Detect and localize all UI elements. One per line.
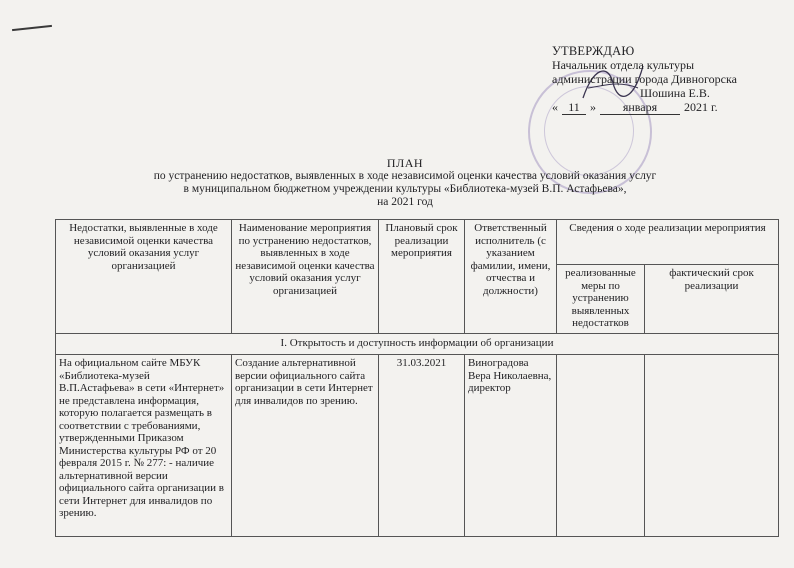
cell-actual-date <box>645 355 779 537</box>
approval-date <box>552 100 737 115</box>
date-quote-close: » <box>590 100 596 114</box>
approval-name: Шошина Е.В. <box>640 86 710 100</box>
plan-table <box>55 219 779 537</box>
heading-line2: в муниципальном бюджетном учреждении культуры «Библиотека-музей В.П. Астафьева», <box>183 183 627 195</box>
header-progress: Сведения о ходе реализации мероприятия <box>557 220 779 265</box>
table-row <box>56 355 779 537</box>
plan-title: ПЛАН <box>386 156 424 170</box>
heading-line3: на 2021 год <box>377 196 433 208</box>
header-deadline: Плановый срок реализации мероприятия <box>379 220 465 334</box>
cell-implemented <box>557 355 645 537</box>
header-deficiencies: Недостатки, выявленные в ходе независимой оценки качества условий оказания услуг организацией <box>56 220 232 334</box>
header-responsible: Ответственный исполнитель (с указанием фамилии, имени, отчества и должности) <box>465 220 557 334</box>
header-actual-date: фактический срок реализации <box>645 265 779 334</box>
date-year: 2021 г. <box>684 100 718 114</box>
scan-mark <box>12 25 52 31</box>
header-implemented: реализованные меры по устранению выявленных недостатков <box>557 265 645 334</box>
header-measure: Наименование мероприятия по устранению недостатков, выявленных в ходе независимой оценки качества условий оказания услуг организацией <box>232 220 379 334</box>
document-heading <box>60 157 750 209</box>
section-row <box>56 334 779 355</box>
cell-measure: Создание альтернативной версии официального сайта организации в сети Интернет для инвалидов по зрению. <box>232 355 379 537</box>
approval-position-line2: администрации города Дивногорска <box>552 72 737 86</box>
approval-position-line1: Начальник отдела культуры <box>552 58 695 72</box>
cell-deficiency: На официальном сайте МБУК «Библиотека-музей В.П.Астафьева» в сети «Интернет» не представлена информация, которую полагается размещать в соответствии с требованиями, утвержденными Приказом Министерства культуры РФ от 20 февраля 2015 г. № 277: - наличие альтернативной версии официального сайта организации в сети Интернет для инвалидов по зрению. <box>56 355 232 537</box>
date-day: 11 <box>562 100 586 115</box>
heading-line1: по устранению недостатков, выявленных в ходе независимой оценки качества условий оказания услуг <box>153 170 657 182</box>
date-quote-open: « <box>552 100 558 114</box>
cell-deadline: 31.03.2021 <box>379 355 465 537</box>
date-month: января <box>600 100 680 115</box>
table-header-row <box>56 220 779 265</box>
section-title: I. Открытость и доступность информации об организации <box>56 334 779 355</box>
cell-responsible: Виноградова Вера Николаевна, директор <box>465 355 557 537</box>
approval-block <box>552 44 737 115</box>
approval-title: УТВЕРЖДАЮ <box>552 44 635 58</box>
